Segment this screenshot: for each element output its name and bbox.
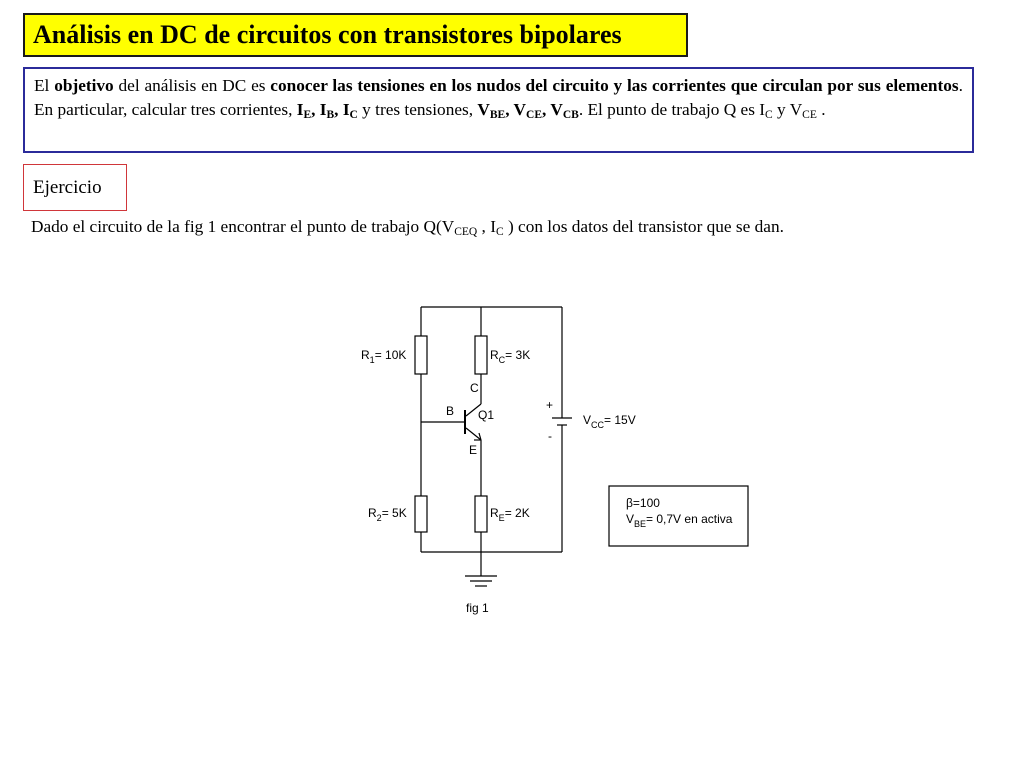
- beta-value: β=100: [626, 496, 660, 510]
- rc-label: $R_C= 3K$: [490, 348, 531, 365]
- voltage-vce: $V_{CE}$: [513, 100, 543, 121]
- base-label: B: [446, 404, 455, 418]
- page-title: Análisis en DC de circuitos con transistores bipolares: [33, 20, 622, 49]
- emitter-label: E: [469, 443, 478, 457]
- objective-text: y tres tensiones,: [357, 100, 478, 119]
- vbe-value: $V_{BE}= 0,7V$ en activa: [626, 512, 733, 529]
- transistor-label: Q1: [478, 408, 495, 422]
- objective-text: El: [34, 76, 55, 95]
- exercise-label: Ejercicio: [33, 176, 102, 198]
- vcc-label: $V_{CC}= 15V$: [583, 413, 636, 430]
- objective-text: y V: [772, 100, 803, 119]
- objective-text: del análisis en DC es: [113, 76, 271, 95]
- objective-bold-word: objetivo: [54, 76, 114, 95]
- objective-text: .: [816, 100, 826, 119]
- battery-minus-sign: -: [548, 429, 552, 443]
- re-label: $R_E= 2K$: [490, 506, 530, 523]
- objective-text: . En particular, calcular tres corrientes,: [34, 76, 963, 119]
- current-ic: $I_C$: [342, 100, 358, 121]
- resistor-rc: [475, 336, 487, 374]
- resistor-r1: [415, 336, 427, 374]
- r2-label: $R_2= 5K$: [368, 506, 407, 523]
- voltage-vcb: $V_{CB}$: [550, 100, 579, 121]
- current-ie: $I_E$: [296, 100, 312, 121]
- collector-label: C: [470, 381, 479, 395]
- figure-caption: fig 1: [466, 601, 489, 615]
- objective-bold-phrase: conocer las tensiones en los nudos del circuito y las corrientes que circulan por sus elementos: [270, 76, 959, 95]
- resistor-r2: [415, 496, 427, 532]
- current-ib: $I_B$: [319, 100, 335, 121]
- voltage-vbe: $V_{BE}$: [477, 100, 506, 121]
- battery-plus-sign: +: [546, 398, 554, 412]
- problem-statement: Dado el circuito de la fig 1 encontrar el punto de trabajo $Q(V_{CEQ}$ , $I_C$ ) con los datos del transistor que se dan.: [31, 217, 784, 238]
- resistor-re: [475, 496, 487, 532]
- objective-box: El objetivo del análisis en DC es conocer las tensiones en los nudos del circuito y las corrientes que circulan por sus elementos. En particular, calcular tres corrientes, $I_E$, $I_B$, $I_C$ y tres tensiones, $V_{BE}$, $V_{CE}$, $V_{CB}$. El punto de trabajo Q es $I_C$ y $V_{CE}$ .: [23, 67, 974, 153]
- objective-text: . El punto de trabajo Q es I: [578, 100, 766, 119]
- r1-label: $R_1= 10K$: [361, 348, 407, 365]
